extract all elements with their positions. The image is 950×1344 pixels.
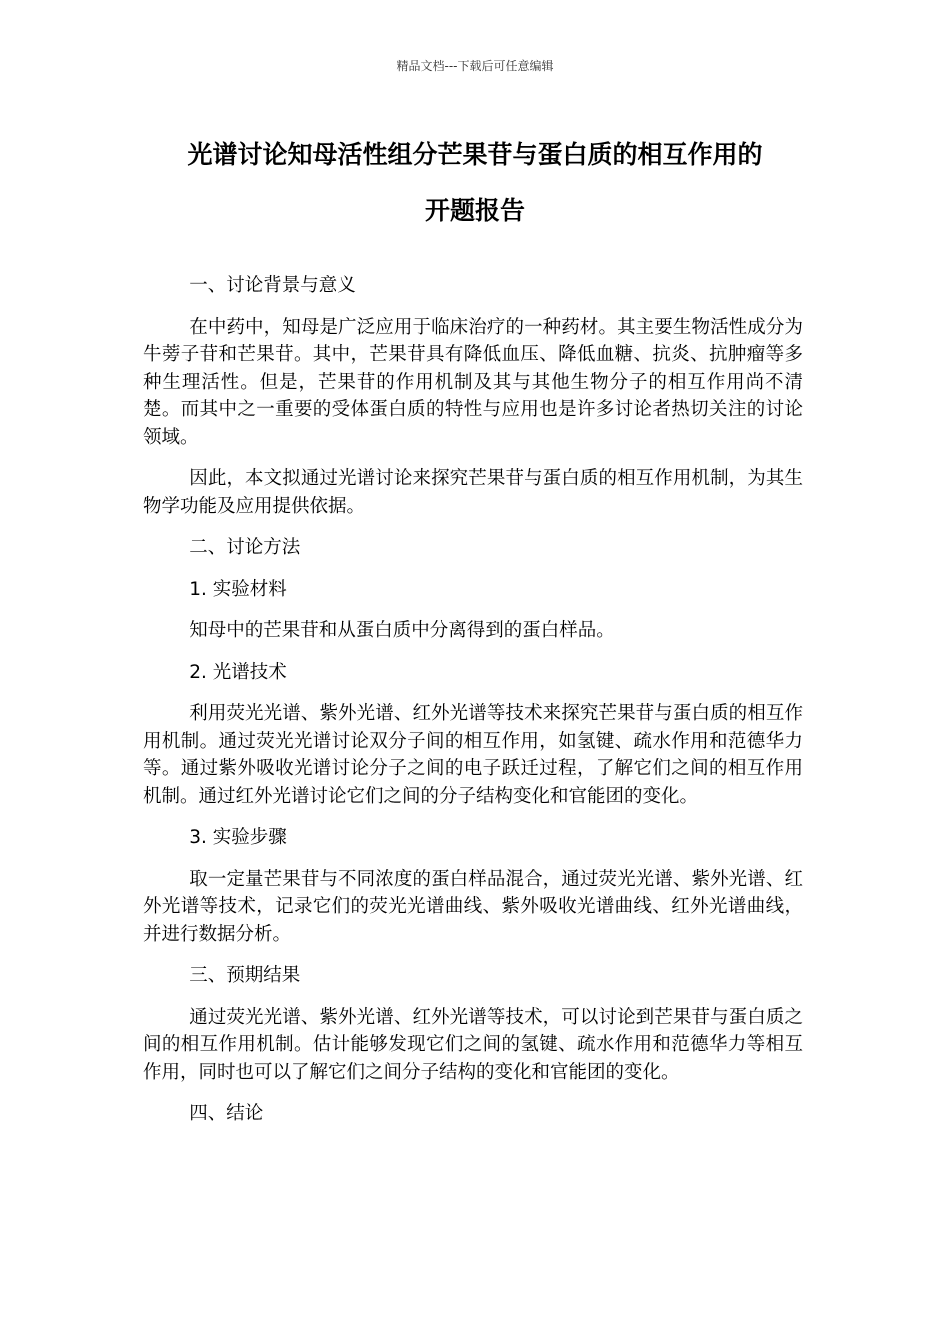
document-body	[143, 272, 803, 1142]
section-heading-background: 一、讨论背景与意义	[189, 275, 356, 296]
section-heading-conclusion: 四、结论	[189, 1103, 264, 1124]
paragraph-expected-results: 通过荧光光谱、紫外光谱、红外光谱等技术，可以讨论到芒果苷与蛋白质之间的相互作用机制。估计能够发现它们之间的氢键、疏水作用和范德华力等相互作用，同时也可以了解它们之间分子结构的变化和官能团的变化。	[143, 1006, 803, 1083]
document-title-line-1: 光谱讨论知母活性组分芒果苷与蛋白质的相互作用的	[187, 140, 763, 169]
paragraph-spectroscopy: 利用荧光光谱、紫外光谱、红外光谱等技术来探究芒果苷与蛋白质的相互作用机制。通过荧光光谱讨论双分子间的相互作用，如氢键、疏水作用和范德华力等。通过紫外吸收光谱讨论分子之间的电子跃迁过程，了解它们之间的相互作用机制。通过红外光谱讨论它们之间的分子结构变化和官能团的变化。	[143, 703, 803, 807]
section-heading-expected-results: 三、预期结果	[189, 965, 301, 986]
subheading-materials: 1. 实验材料	[189, 578, 287, 600]
paragraph-procedure: 取一定量芒果苷与不同浓度的蛋白样品混合，通过荧光光谱、紫外光谱、红外光谱等技术，记录它们的荧光光谱曲线、紫外吸收光谱曲线、红外光谱曲线，并进行数据分析。	[143, 868, 803, 945]
document-title-line-2: 开题报告	[424, 196, 525, 225]
paragraph-background-2: 因此，本文拟通过光谱讨论来探究芒果苷与蛋白质的相互作用机制，为其生物学功能及应用提供依据。	[143, 468, 803, 517]
page-header: 精品文档---下载后可任意编辑	[396, 59, 554, 73]
paragraph-background-1: 在中药中，知母是广泛应用于临床治疗的一种药材。其主要生物活性成分为牛蒡子苷和芒果苷。其中，芒果苷具有降低血压、降低血糖、抗炎、抗肿瘤等多种生理活性。但是，芒果苷的作用机制及其与其他生物分子的相互作用尚不清楚。而其中之一重要的受体蛋白质的特性与应用也是许多讨论者热切关注的讨论领域。	[143, 316, 803, 448]
section-heading-methods: 二、讨论方法	[189, 537, 301, 558]
paragraph-materials: 知母中的芒果苷和从蛋白质中分离得到的蛋白样品。	[189, 620, 615, 641]
subheading-procedure: 3. 实验步骤	[189, 827, 287, 848]
subheading-spectroscopy: 2. 光谱技术	[189, 661, 287, 683]
